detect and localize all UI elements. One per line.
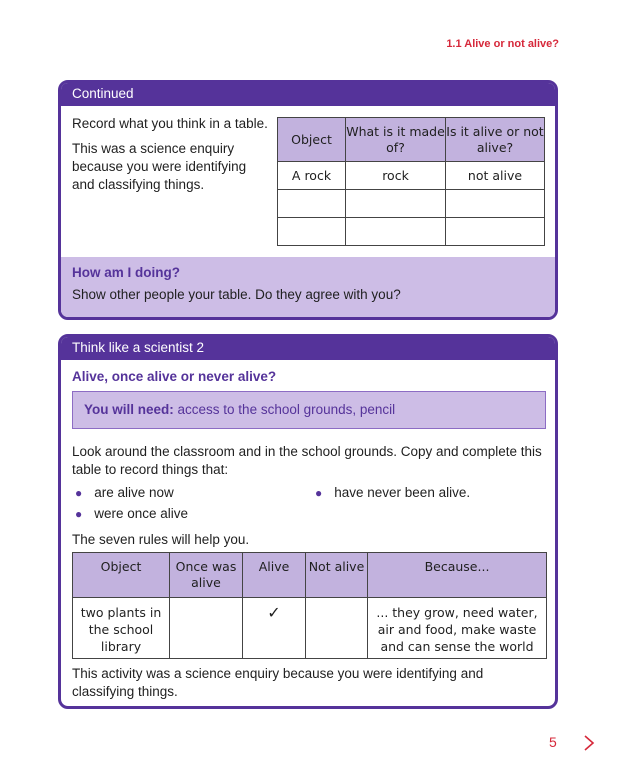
doing-text: Show other people your table. Do they agree with you?: [72, 287, 401, 302]
table-header: Is it alive or not alive?: [446, 118, 545, 162]
bullet-text: are alive now: [94, 485, 174, 500]
think-like-scientist-box: [58, 334, 558, 709]
record-instruction: Record what you think in a table.: [72, 116, 268, 131]
classification-table: [72, 552, 547, 659]
enquiry-explanation: This was a science enquiry because you were identifying and classifying things.: [72, 141, 247, 192]
record-table: [277, 117, 545, 246]
list-item: [75, 484, 174, 502]
box-title-scientist: Think like a scientist 2: [61, 337, 555, 360]
table-cell: [346, 190, 446, 218]
table-row: [278, 218, 545, 246]
tick-icon: ✓: [243, 598, 306, 659]
table-cell: [278, 218, 346, 246]
need-label: You will need:: [84, 402, 174, 417]
page-number: 5: [549, 734, 557, 750]
table-cell: [446, 190, 545, 218]
table-header: Because...: [368, 553, 547, 598]
table-cell: [170, 598, 243, 659]
you-will-need-panel: [72, 391, 546, 429]
bullet-text: were once alive: [94, 506, 189, 521]
closing-text: This activity was a science enquiry because you were identifying and classifying things.: [72, 666, 484, 699]
table-cell: rock: [346, 162, 446, 190]
bullet-icon: ●: [315, 486, 323, 500]
table-row: [278, 162, 545, 190]
doing-title: How am I doing?: [72, 265, 180, 280]
how-am-i-doing-panel: [61, 257, 555, 317]
table-cell: [278, 190, 346, 218]
list-item: [315, 484, 470, 502]
table-cell: not alive: [446, 162, 545, 190]
table-cell: ... they grow, need water, air and food, make waste and can sense the world: [368, 598, 547, 659]
table-header: Object: [278, 118, 346, 162]
table-row: [278, 190, 545, 218]
box-title-continued: Continued: [61, 83, 555, 106]
bullet-icon: ●: [75, 486, 83, 500]
table-row: [73, 598, 547, 659]
table-header: What is it made of?: [346, 118, 446, 162]
table-cell: [446, 218, 545, 246]
table-cell: [306, 598, 368, 659]
continued-box: [58, 80, 558, 320]
rules-note: The seven rules will help you.: [72, 532, 250, 547]
activity-subtitle: Alive, once alive or never alive?: [72, 369, 277, 384]
need-value: access to the school grounds, pencil: [177, 402, 396, 417]
activity-intro: Look around the classroom and in the school grounds. Copy and complete this table to record things that:: [72, 444, 542, 477]
continued-text: [72, 115, 272, 194]
bullet-text: have never been alive.: [334, 485, 471, 500]
table-cell: [346, 218, 446, 246]
table-header: Once was alive: [170, 553, 243, 598]
section-header: 1.1 Alive or not alive?: [446, 38, 559, 50]
table-header: Alive: [243, 553, 306, 598]
table-header: Not alive: [306, 553, 368, 598]
table-cell: two plants in the school library: [73, 598, 170, 659]
list-item: [75, 505, 188, 523]
chevron-right-icon[interactable]: [582, 733, 596, 753]
table-cell: A rock: [278, 162, 346, 190]
table-header: Object: [73, 553, 170, 598]
bullet-icon: ●: [75, 507, 83, 521]
